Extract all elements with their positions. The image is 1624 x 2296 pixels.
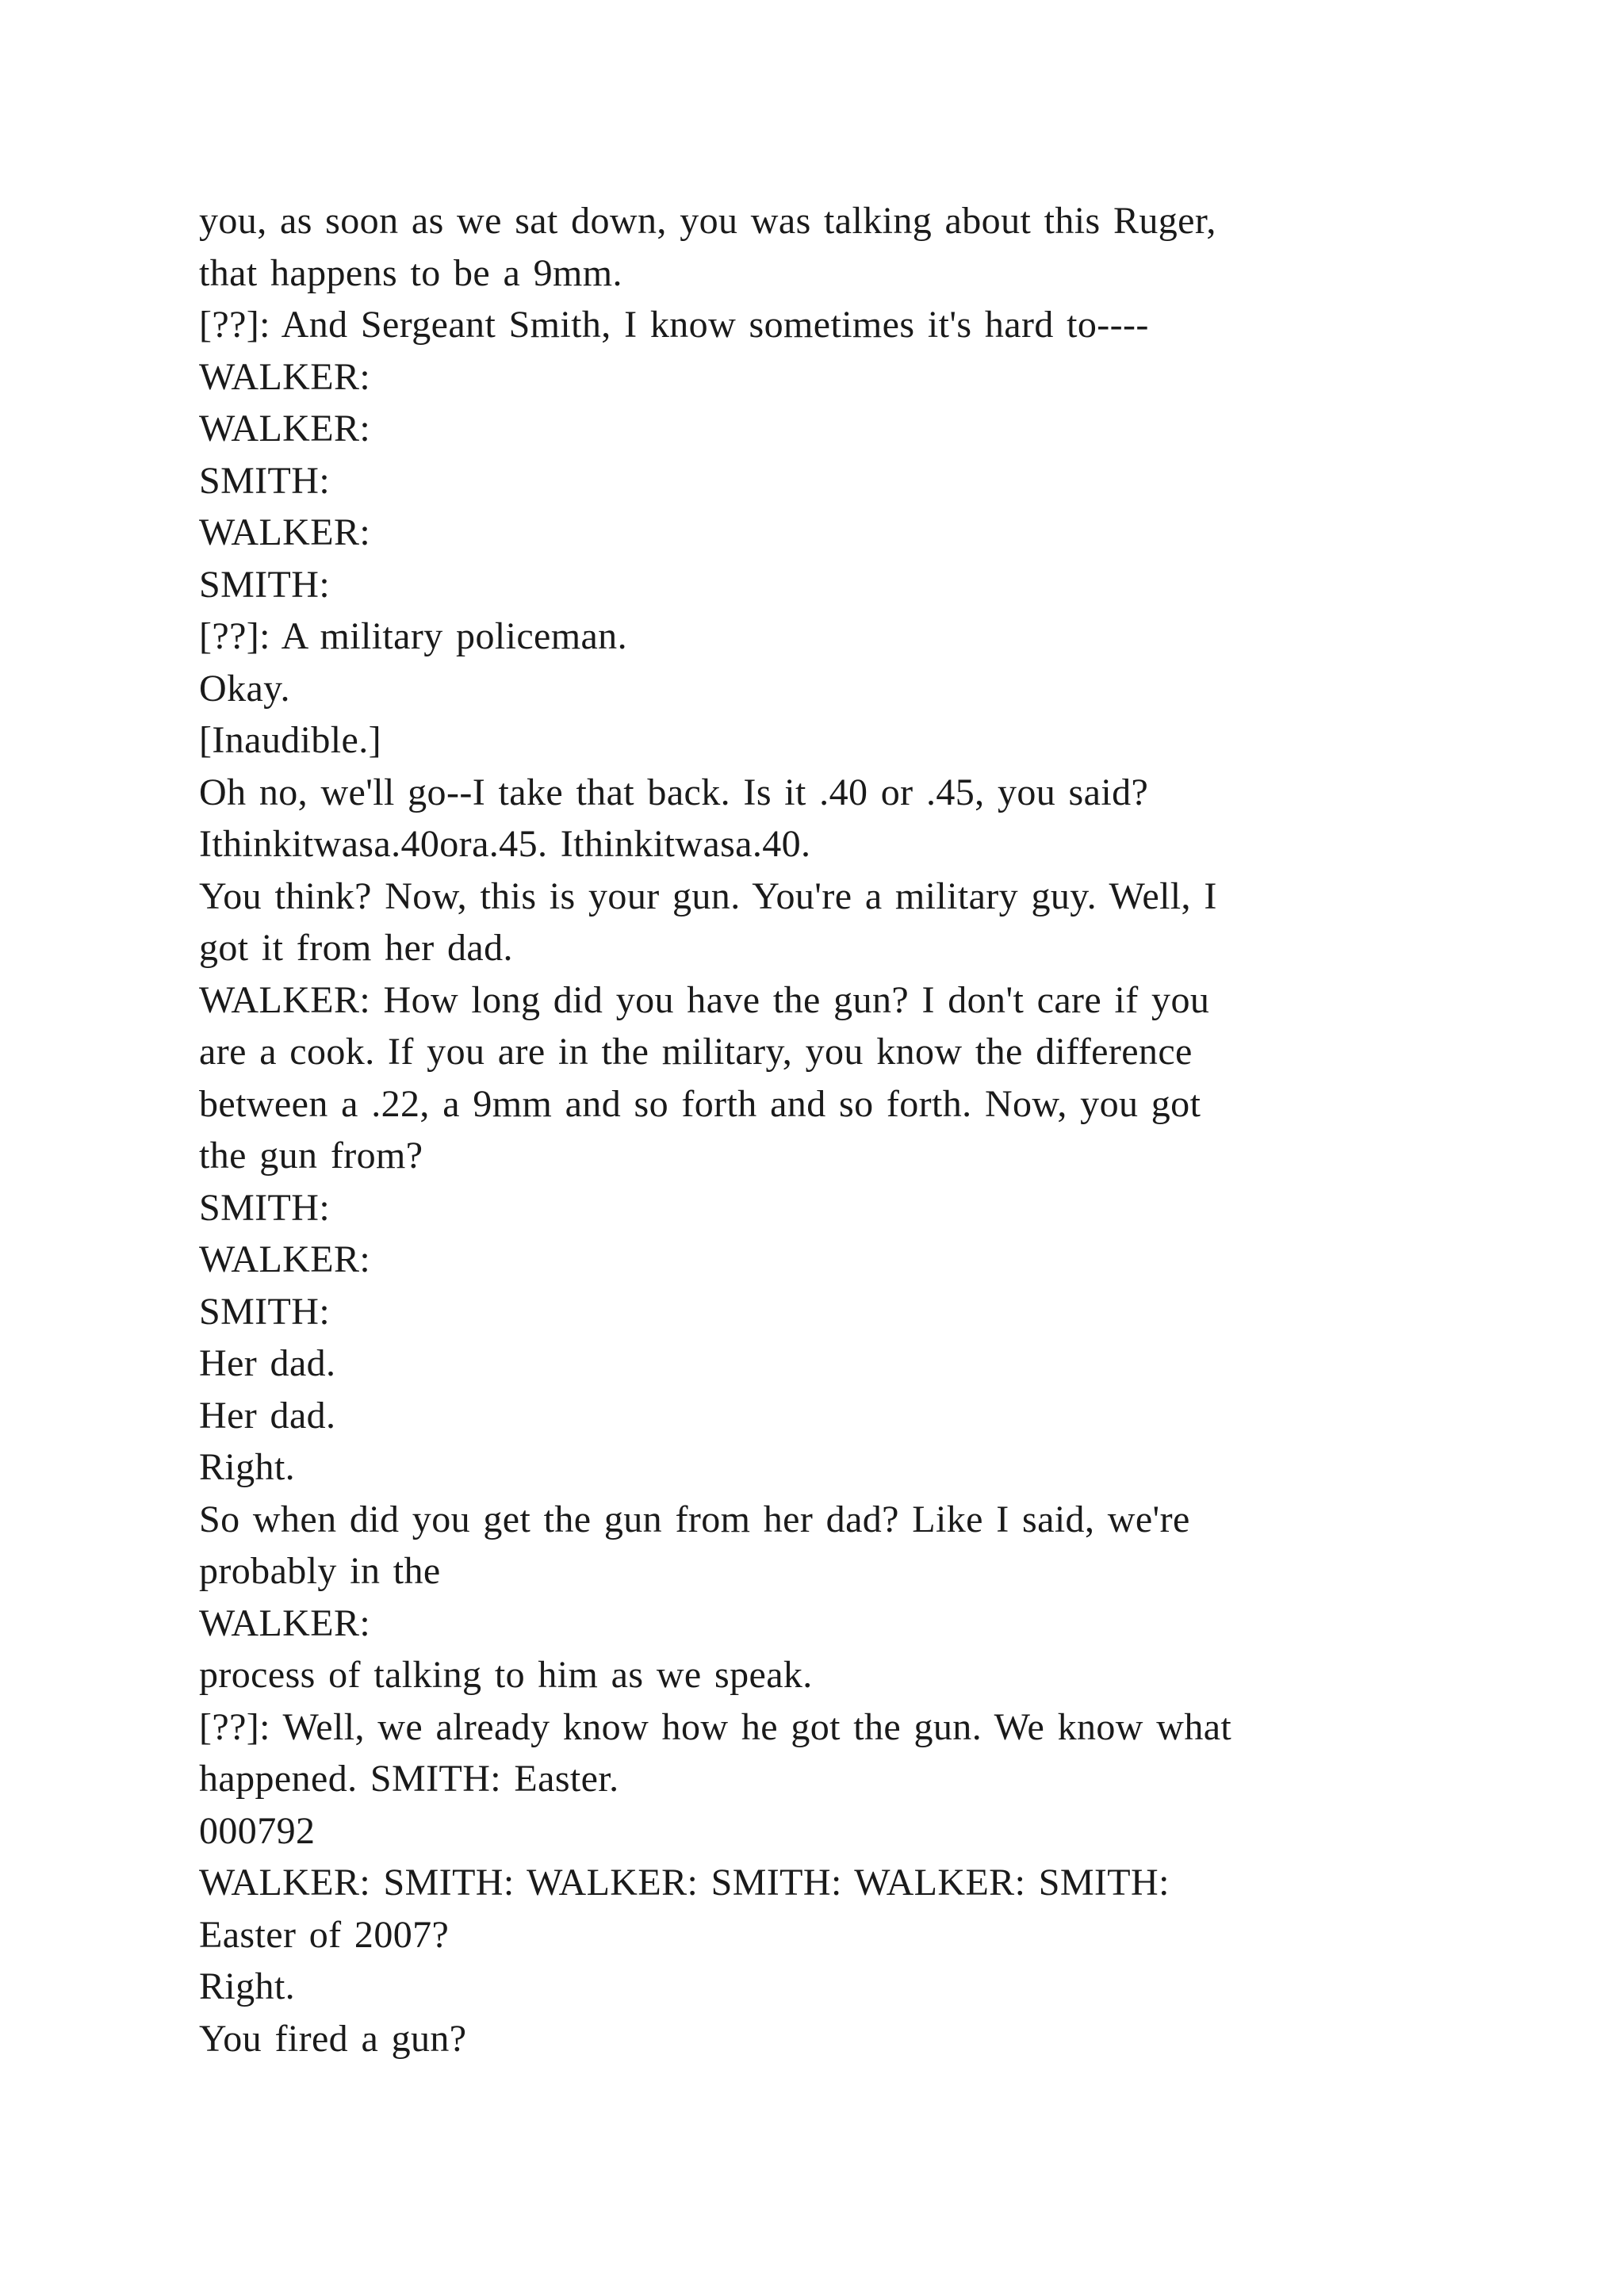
transcript-line: process of talking to him as we speak. bbox=[199, 1654, 813, 1696]
transcript-line: Easter of 2007? bbox=[199, 1913, 450, 1956]
transcript-line: You fired a gun? bbox=[199, 2017, 467, 2060]
transcript-line: WALKER: bbox=[199, 511, 371, 553]
transcript-line: Right. bbox=[199, 1965, 296, 2007]
transcript-line: between a .22, a 9mm and so forth and so forth. Now, you got bbox=[199, 1082, 1201, 1125]
transcript-line: SMITH: bbox=[199, 563, 331, 606]
transcript-line: Ithinkitwasa.40ora.45. Ithinkitwasa.40. bbox=[199, 823, 811, 865]
transcript-line: You think? Now, this is your gun. You're a military guy. Well, I bbox=[199, 874, 1217, 917]
transcript-line: [??]: And Sergeant Smith, I know sometimes it's hard to---- bbox=[199, 304, 1149, 346]
transcript-line: SMITH: bbox=[199, 1290, 331, 1333]
transcript-line: that happens to be a 9mm. bbox=[199, 251, 622, 294]
transcript-line: probably in the bbox=[199, 1550, 441, 1592]
transcript-line: [Inaudible.] bbox=[199, 719, 382, 761]
transcript-line: Oh no, we'll go--I take that back. Is it .40 or .45, you said? bbox=[199, 771, 1149, 813]
transcript-line: Right. bbox=[199, 1446, 296, 1488]
transcript-line: SMITH: bbox=[199, 459, 331, 502]
transcript-line: WALKER: bbox=[199, 1238, 371, 1280]
transcript-line: WALKER: bbox=[199, 1601, 371, 1644]
transcript-line: WALKER: SMITH: WALKER: SMITH: WALKER: SMITH: bbox=[199, 1862, 1170, 1904]
transcript-line: Okay. bbox=[199, 667, 290, 710]
transcript-line: the gun from? bbox=[199, 1135, 423, 1177]
transcript-line: got it from her dad. bbox=[199, 927, 513, 969]
transcript-text bbox=[199, 195, 1452, 2064]
transcript-line: Her dad. bbox=[199, 1342, 336, 1384]
transcript-line: So when did you get the gun from her dad? Like I said, we're bbox=[199, 1498, 1190, 1540]
transcript-line: WALKER: How long did you have the gun? I don't care if you bbox=[199, 978, 1210, 1021]
page-number: 000792 bbox=[199, 1809, 316, 1852]
transcript-line: are a cook. If you are in the military, you know the difference bbox=[199, 1031, 1193, 1073]
transcript-line: Her dad. bbox=[199, 1394, 336, 1437]
transcript-line: SMITH: bbox=[199, 1186, 331, 1229]
transcript-line: you, as soon as we sat down, you was talking about this Ruger, bbox=[199, 200, 1216, 242]
transcript-line: WALKER: bbox=[199, 355, 371, 398]
transcript-line: happened. SMITH: Easter. bbox=[199, 1758, 619, 1800]
transcript-line: [??]: Well, we already know how he got the gun. We know what bbox=[199, 1705, 1232, 1748]
transcript-line: WALKER: bbox=[199, 408, 371, 450]
transcript-line: [??]: A military policeman. bbox=[199, 615, 627, 657]
